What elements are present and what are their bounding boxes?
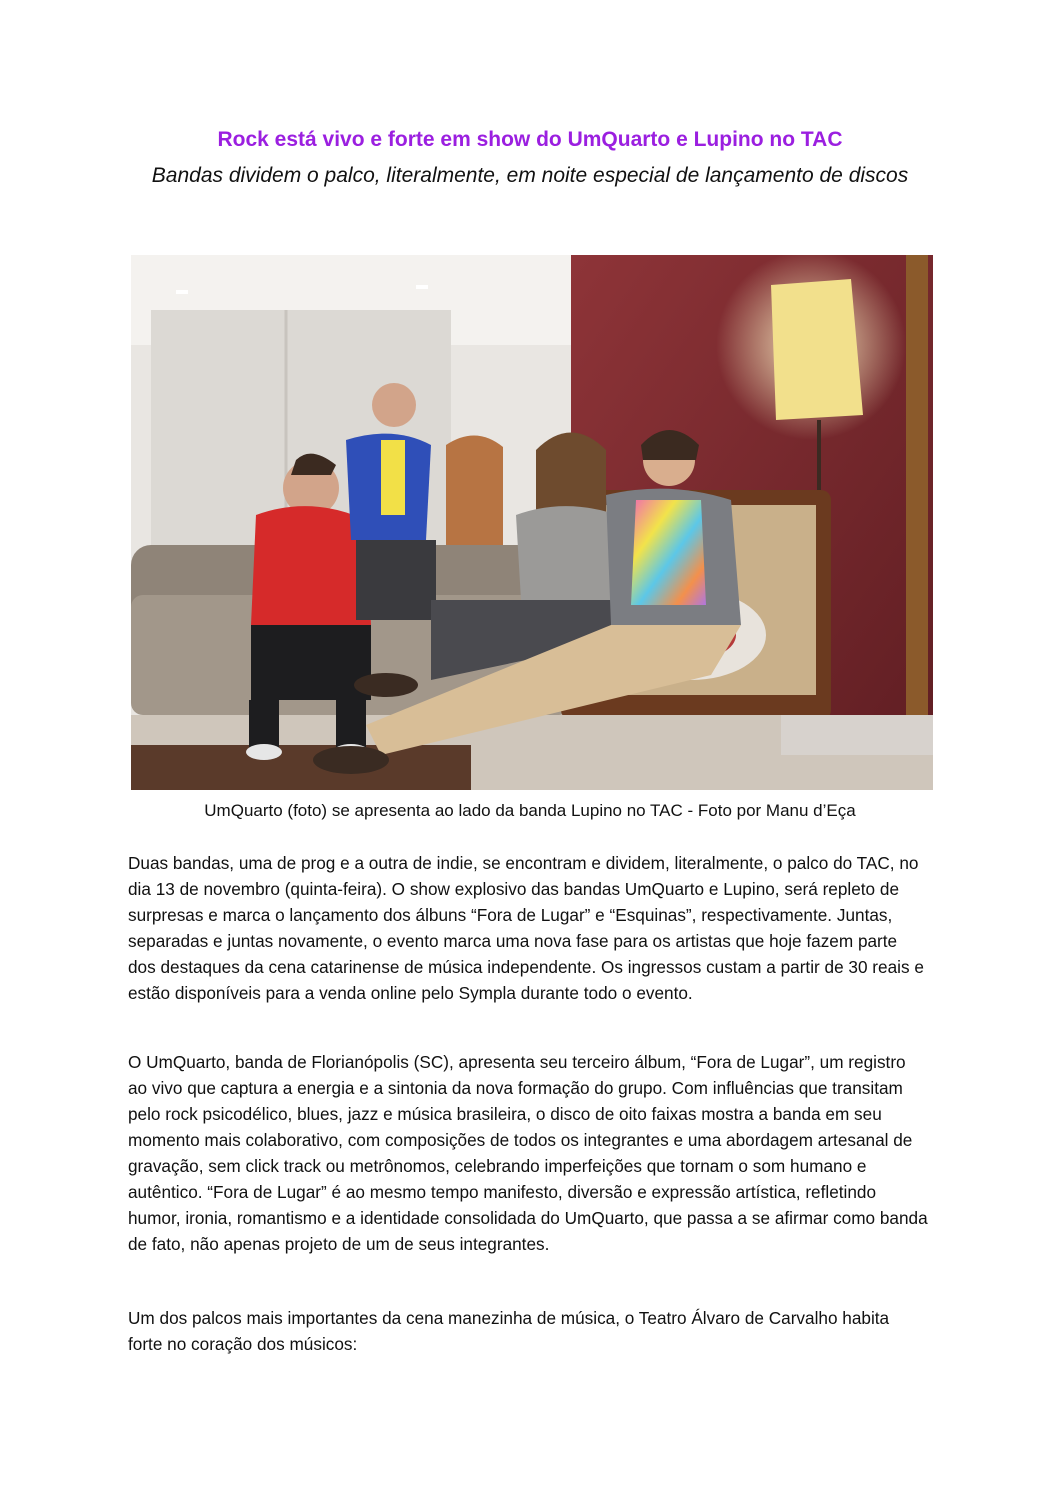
article-subtitle: Bandas dividem o palco, literalmente, em noite especial de lançamento de discos — [151, 164, 909, 187]
article-title: Rock está vivo e forte em show do UmQuarto e Lupino no TAC — [217, 128, 843, 151]
paragraph-2: O UmQuarto, banda de Florianópolis (SC), apresenta seu terceiro álbum, “Fora de Lugar”, um registro ao vivo que captura a energia e a sintonia da nova formação do grupo. Com influências que transitam pelo rock psicodélico, blues, jazz e música brasileira, o disco de oito faixas mostra a banda em seu momento mais colaborativo, com composições de todos os integrantes e uma abordagem artesanal de gravação, sem click track ou metrônomos, celebrando imperfeições que tornam o som humano e autêntico. “Fora de Lugar” é ao mesmo tempo manifesto, diversão e expressão artística, refletindo humor, ironia, romantismo e a identidade consolidada do UmQuarto, que passa a se afirmar como banda de fato, não apenas projeto de um de seus integrantes. — [128, 1052, 928, 1254]
paragraph-3: Um dos palcos mais importantes da cena manezinha de música, o Teatro Álvaro de Carvalho habita forte no coração dos músicos: — [128, 1308, 890, 1354]
band-photo-illustration — [131, 255, 933, 790]
band-photo — [131, 255, 933, 790]
photo-caption: UmQuarto (foto) se apresenta ao lado da banda Lupino no TAC - Foto por Manu d’Eça — [204, 801, 856, 820]
paragraph-1: Duas bandas, uma de prog e a outra de indie, se encontram e dividem, literalmente, o palco do TAC, no dia 13 de novembro (quinta-feira). O show explosivo das bandas UmQuarto e Lupino, será repleto de surpresas e marca o lançamento dos álbuns “Fora de Lugar” e “Esquinas”, respectivamente. Juntas, separadas e juntas novamente, o evento marca uma nova fase para os artistas que hoje fazem parte dos destaques da cena catarinense de música independente. Os ingressos custam a partir de 30 reais e estão disponíveis para a venda online pelo Sympla durante todo o evento. — [128, 853, 924, 1003]
